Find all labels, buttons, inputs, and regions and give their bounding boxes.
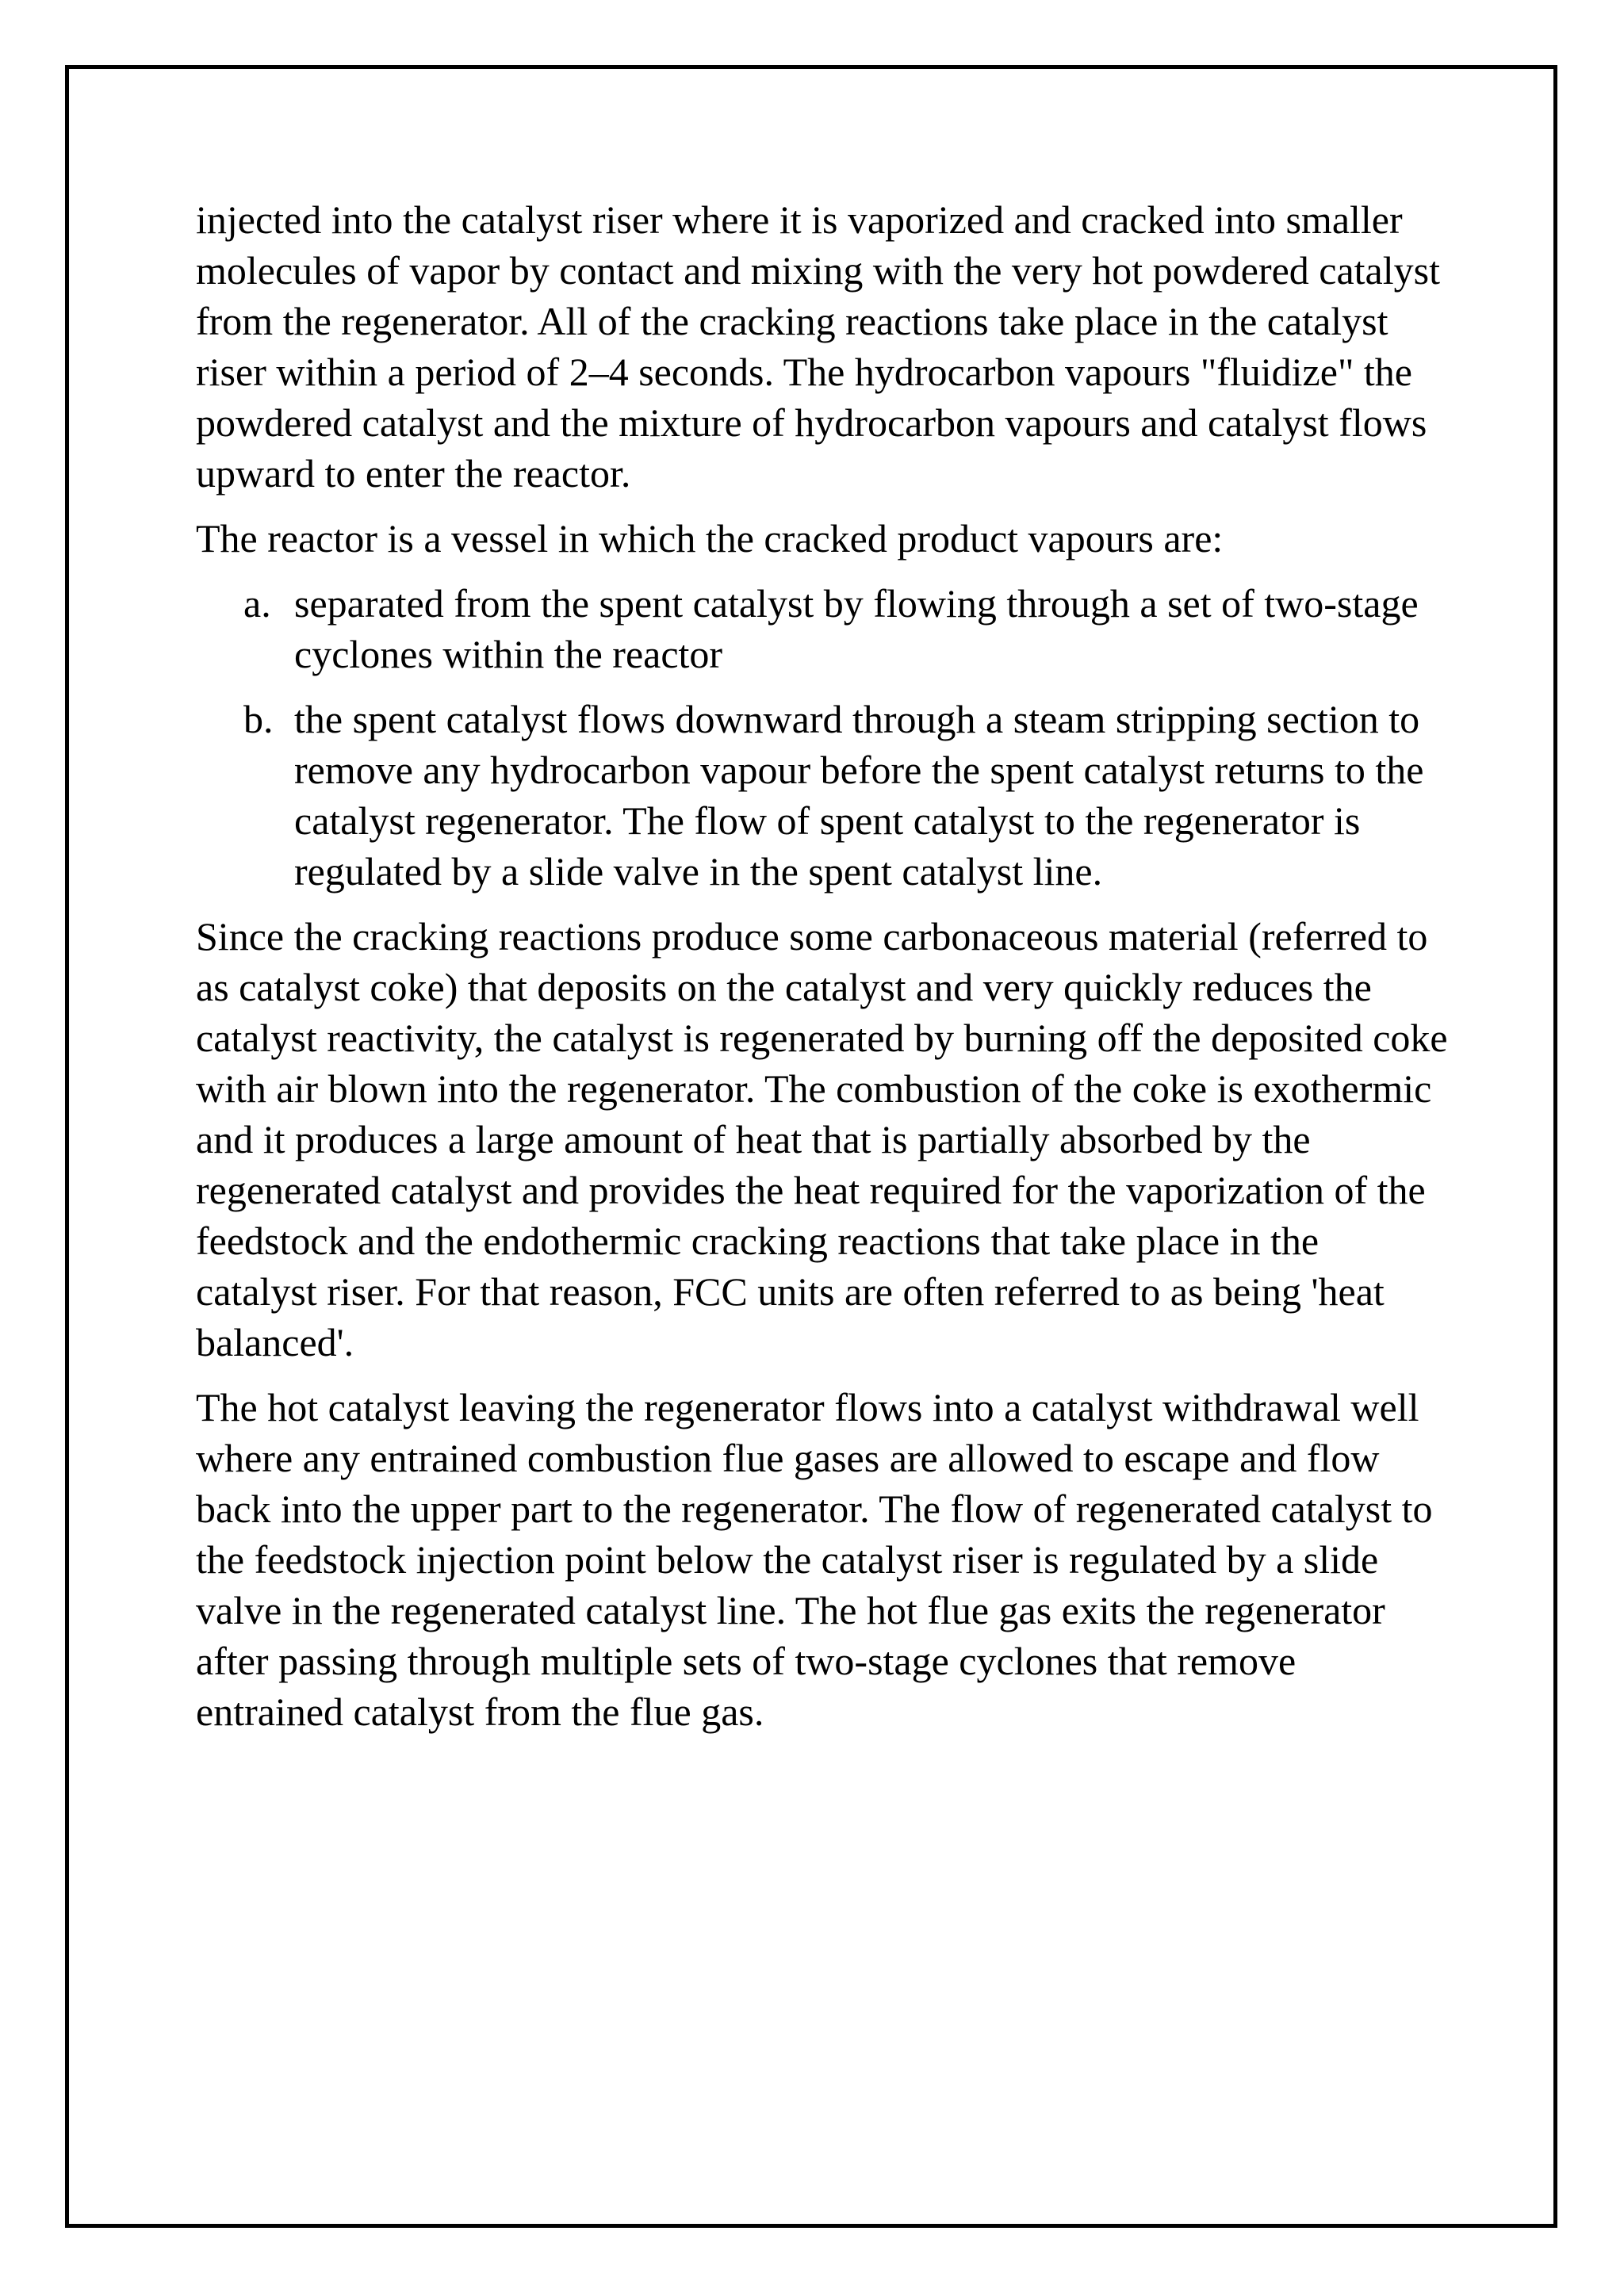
paragraph-reactor-intro: The reactor is a vessel in which the cracked product vapours are: (196, 516, 1224, 561)
paragraph-regeneration: Since the cracking reactions produce some carbonaceous material (referred to as catalyst coke) that deposits on the catalyst and very quickly reduces the catalyst reactivity, the catalyst is regenerated by burning off the deposited coke with air blown into the regenerator. The combustion of the coke is exothermic and it produces a large amount of heat that is partially absorbed by the regenerated catalyst and provides the heat required for the vaporization of the feedstock and the endothermic cracking reactions that take place in the catalyst riser. For that reason, FCC units are often referred to as being 'heat balanced'. (196, 914, 1448, 1364)
list-marker: b. (243, 697, 274, 741)
document-body (196, 194, 1449, 1751)
list-item-text: separated from the spent catalyst by flowing through a set of two-stage cyclones within the reactor (294, 581, 1419, 676)
list-item-text: the spent catalyst flows downward through a steam stripping section to remove any hydrocarbon vapour before the spent catalyst returns to the catalyst regenerator. The flow of spent catalyst to the regenerator is regulated by a slide valve in the spent catalyst line. (294, 697, 1424, 894)
list-marker: a. (243, 581, 271, 626)
reactor-steps-list (196, 578, 1449, 897)
list-item (196, 578, 1449, 679)
paragraph-catalyst-riser: injected into the catalyst riser where it is vaporized and cracked into smaller molecules of vapor by contact and mixing with the very hot powdered catalyst from the regenerator. All of the cracking reactions take place in the catalyst riser within a period of 2–4 seconds. The hydrocarbon vapours "fluidize" the powdered catalyst and the mixture of hydrocarbon vapours and catalyst flows upward to enter the reactor. (196, 197, 1440, 496)
paragraph-hot-catalyst: The hot catalyst leaving the regenerator flows into a catalyst withdrawal well where any entrained combustion flue gases are allowed to escape and flow back into the upper part to the regenerator. The flow of regenerated catalyst to the feedstock injection point below the catalyst riser is regulated by a slide valve in the regenerated catalyst line. The hot flue gas exits the regenerator after passing through multiple sets of two-stage cyclones that remove entrained catalyst from the flue gas. (196, 1385, 1433, 1734)
list-item (196, 694, 1449, 897)
